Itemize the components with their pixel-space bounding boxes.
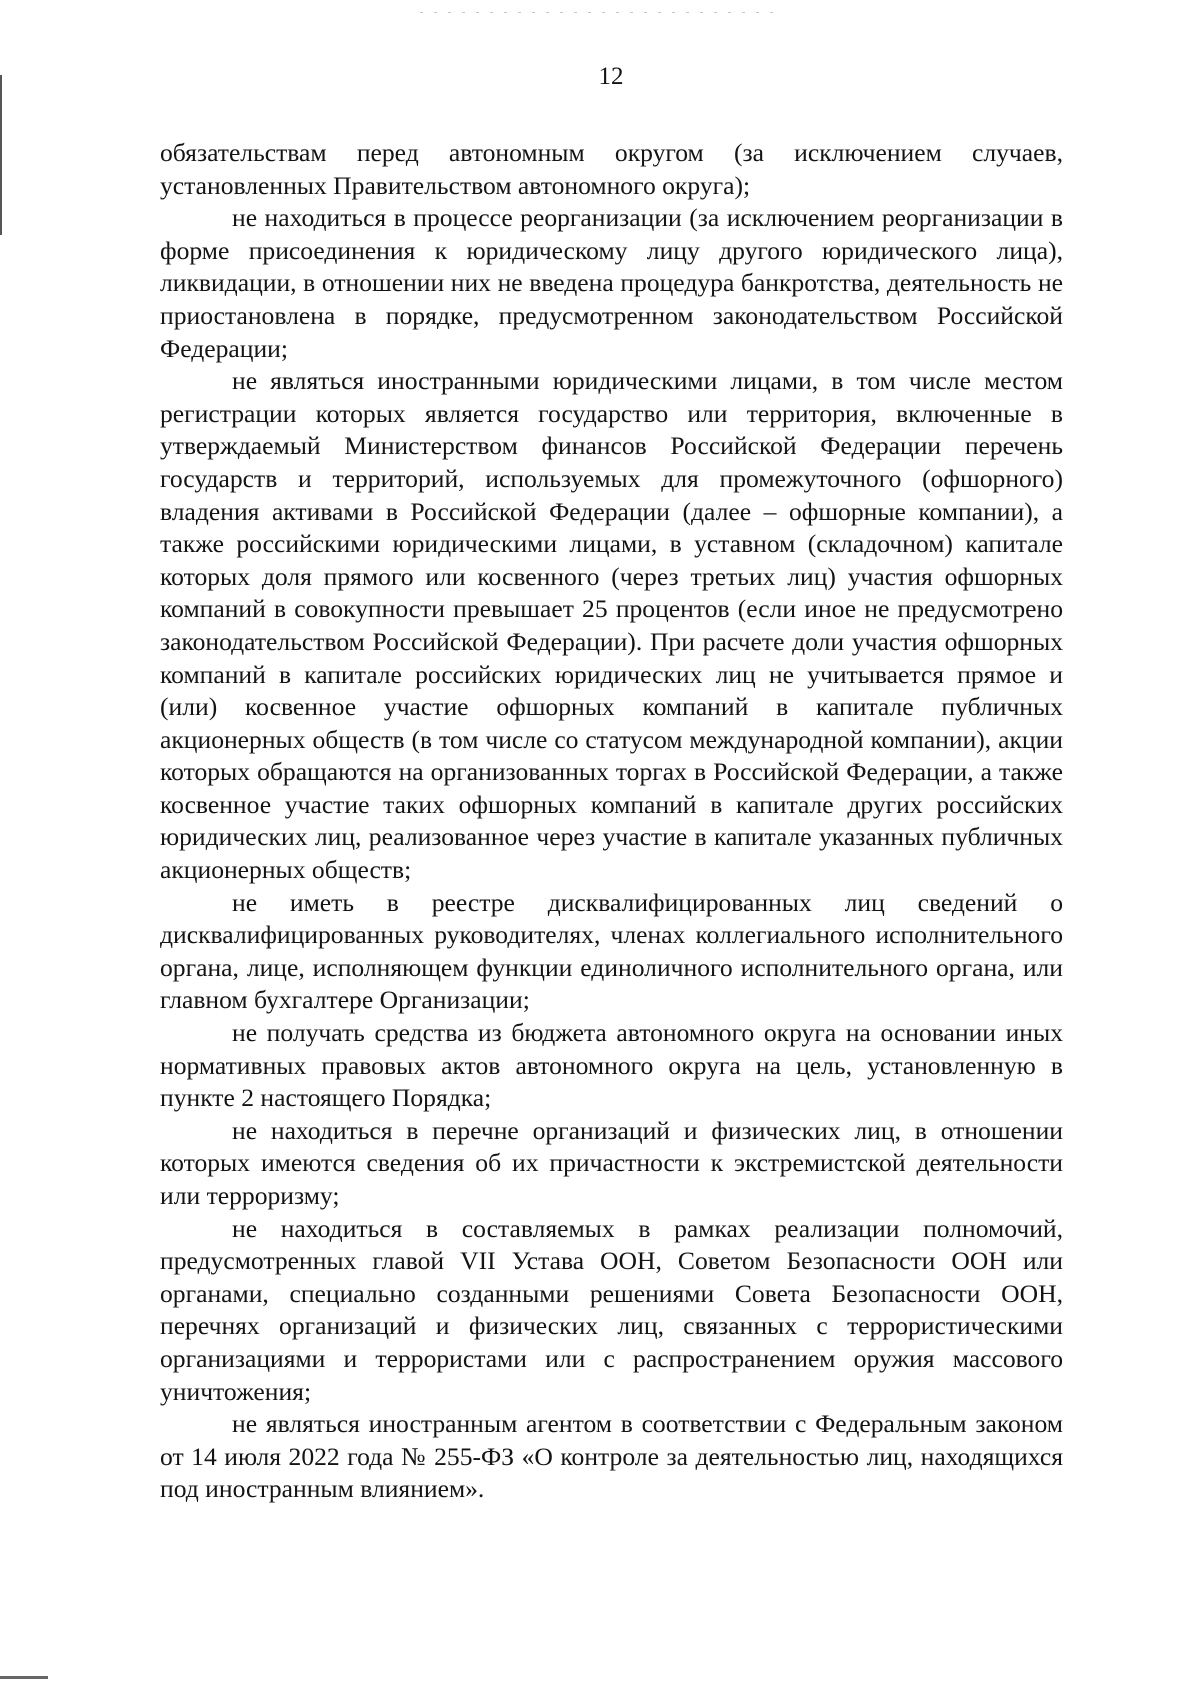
document-body — [160, 137, 1063, 1506]
paragraph-continuation: обязательствам перед автономным округом (за исключением случаев, установленных Правительством автономного округа); — [160, 138, 1063, 200]
paragraph-extremism-list: не находиться в перечне организаций и физических лиц, в отношении которых имеются сведения об их причастности к экстремистской деятельности или терроризму; — [160, 1115, 1063, 1210]
scan-artifact-top — [420, 12, 780, 13]
page-number: 12 — [598, 63, 624, 90]
paragraph-un-lists: не находиться в составляемых в рамках реализации полномочий, предусмотренных главой VII Устава ООН, Советом Безопасности ООН или органами, специально созданными решениями Совета Безопасности ООН, перечнях организаций и физических лиц, связанных с террористическими организациями и террористами или с распространением оружия массового уничтожения; — [160, 1213, 1063, 1406]
paragraph-disqualified-registry: не иметь в реестре дисквалифицированных лиц сведений о дисквалифицированных руководителях, членах коллегиального исполнительного органа, лице, исполняющем функции единоличного исполнительного органа, или главном бухгалтере Организации; — [160, 887, 1063, 1015]
scan-artifact-bottom — [0, 1676, 48, 1679]
scan-artifact-left — [0, 75, 2, 235]
paragraph-offshore: не являться иностранными юридическими лицами, в том числе местом регистрации которых является государство или территория, включенные в утверждаемый Министерством финансов Российской Федерации перечень государств и территорий, используемых для промежуточного (офшорного) владения активами в Российской Федерации (далее – офшорные компании), а также российскими юридическими лицами, в уставном (складочном) капитале которых доля прямого или косвенного (через третьих лиц) участия офшорных компаний в совокупности превышает 25 процентов (если иное не предусмотрено законодательством Российской Федерации). При расчете доли участия офшорных компаний в капитале российских юридических лиц не учитывается прямое и (или) косвенное участие офшорных компаний в капитале публичных акционерных обществ (в том числе со статусом международной компании), акции которых обращаются на организованных торгах в Российской Федерации, а также косвенное участие таких офшорных компаний в капитале других российских юридических лиц, реализованное через участие в капитале указанных публичных акционерных обществ; — [160, 366, 1063, 885]
paragraph-reorganization: не находиться в процессе реорганизации (за исключением реорганизации в форме присоединения к юридическому лицу другого юридического лица), ликвидации, в отношении них не введена процедура банкротства, деятельность не приостановлена в порядке, предусмотренном законодательством Российской Федерации; — [160, 203, 1063, 363]
paragraph-foreign-agent: не являться иностранным агентом в соответствии с Федеральным законом от 14 июля 2022 года № 255-ФЗ «О контроле за деятельностью лиц, находящихся под иностранным влиянием». — [160, 1409, 1063, 1504]
paragraph-budget-funds: не получать средства из бюджета автономного округа на основании иных нормативных правовых актов автономного округа на цель, установленную в пункте 2 настоящего Порядка; — [160, 1018, 1063, 1113]
